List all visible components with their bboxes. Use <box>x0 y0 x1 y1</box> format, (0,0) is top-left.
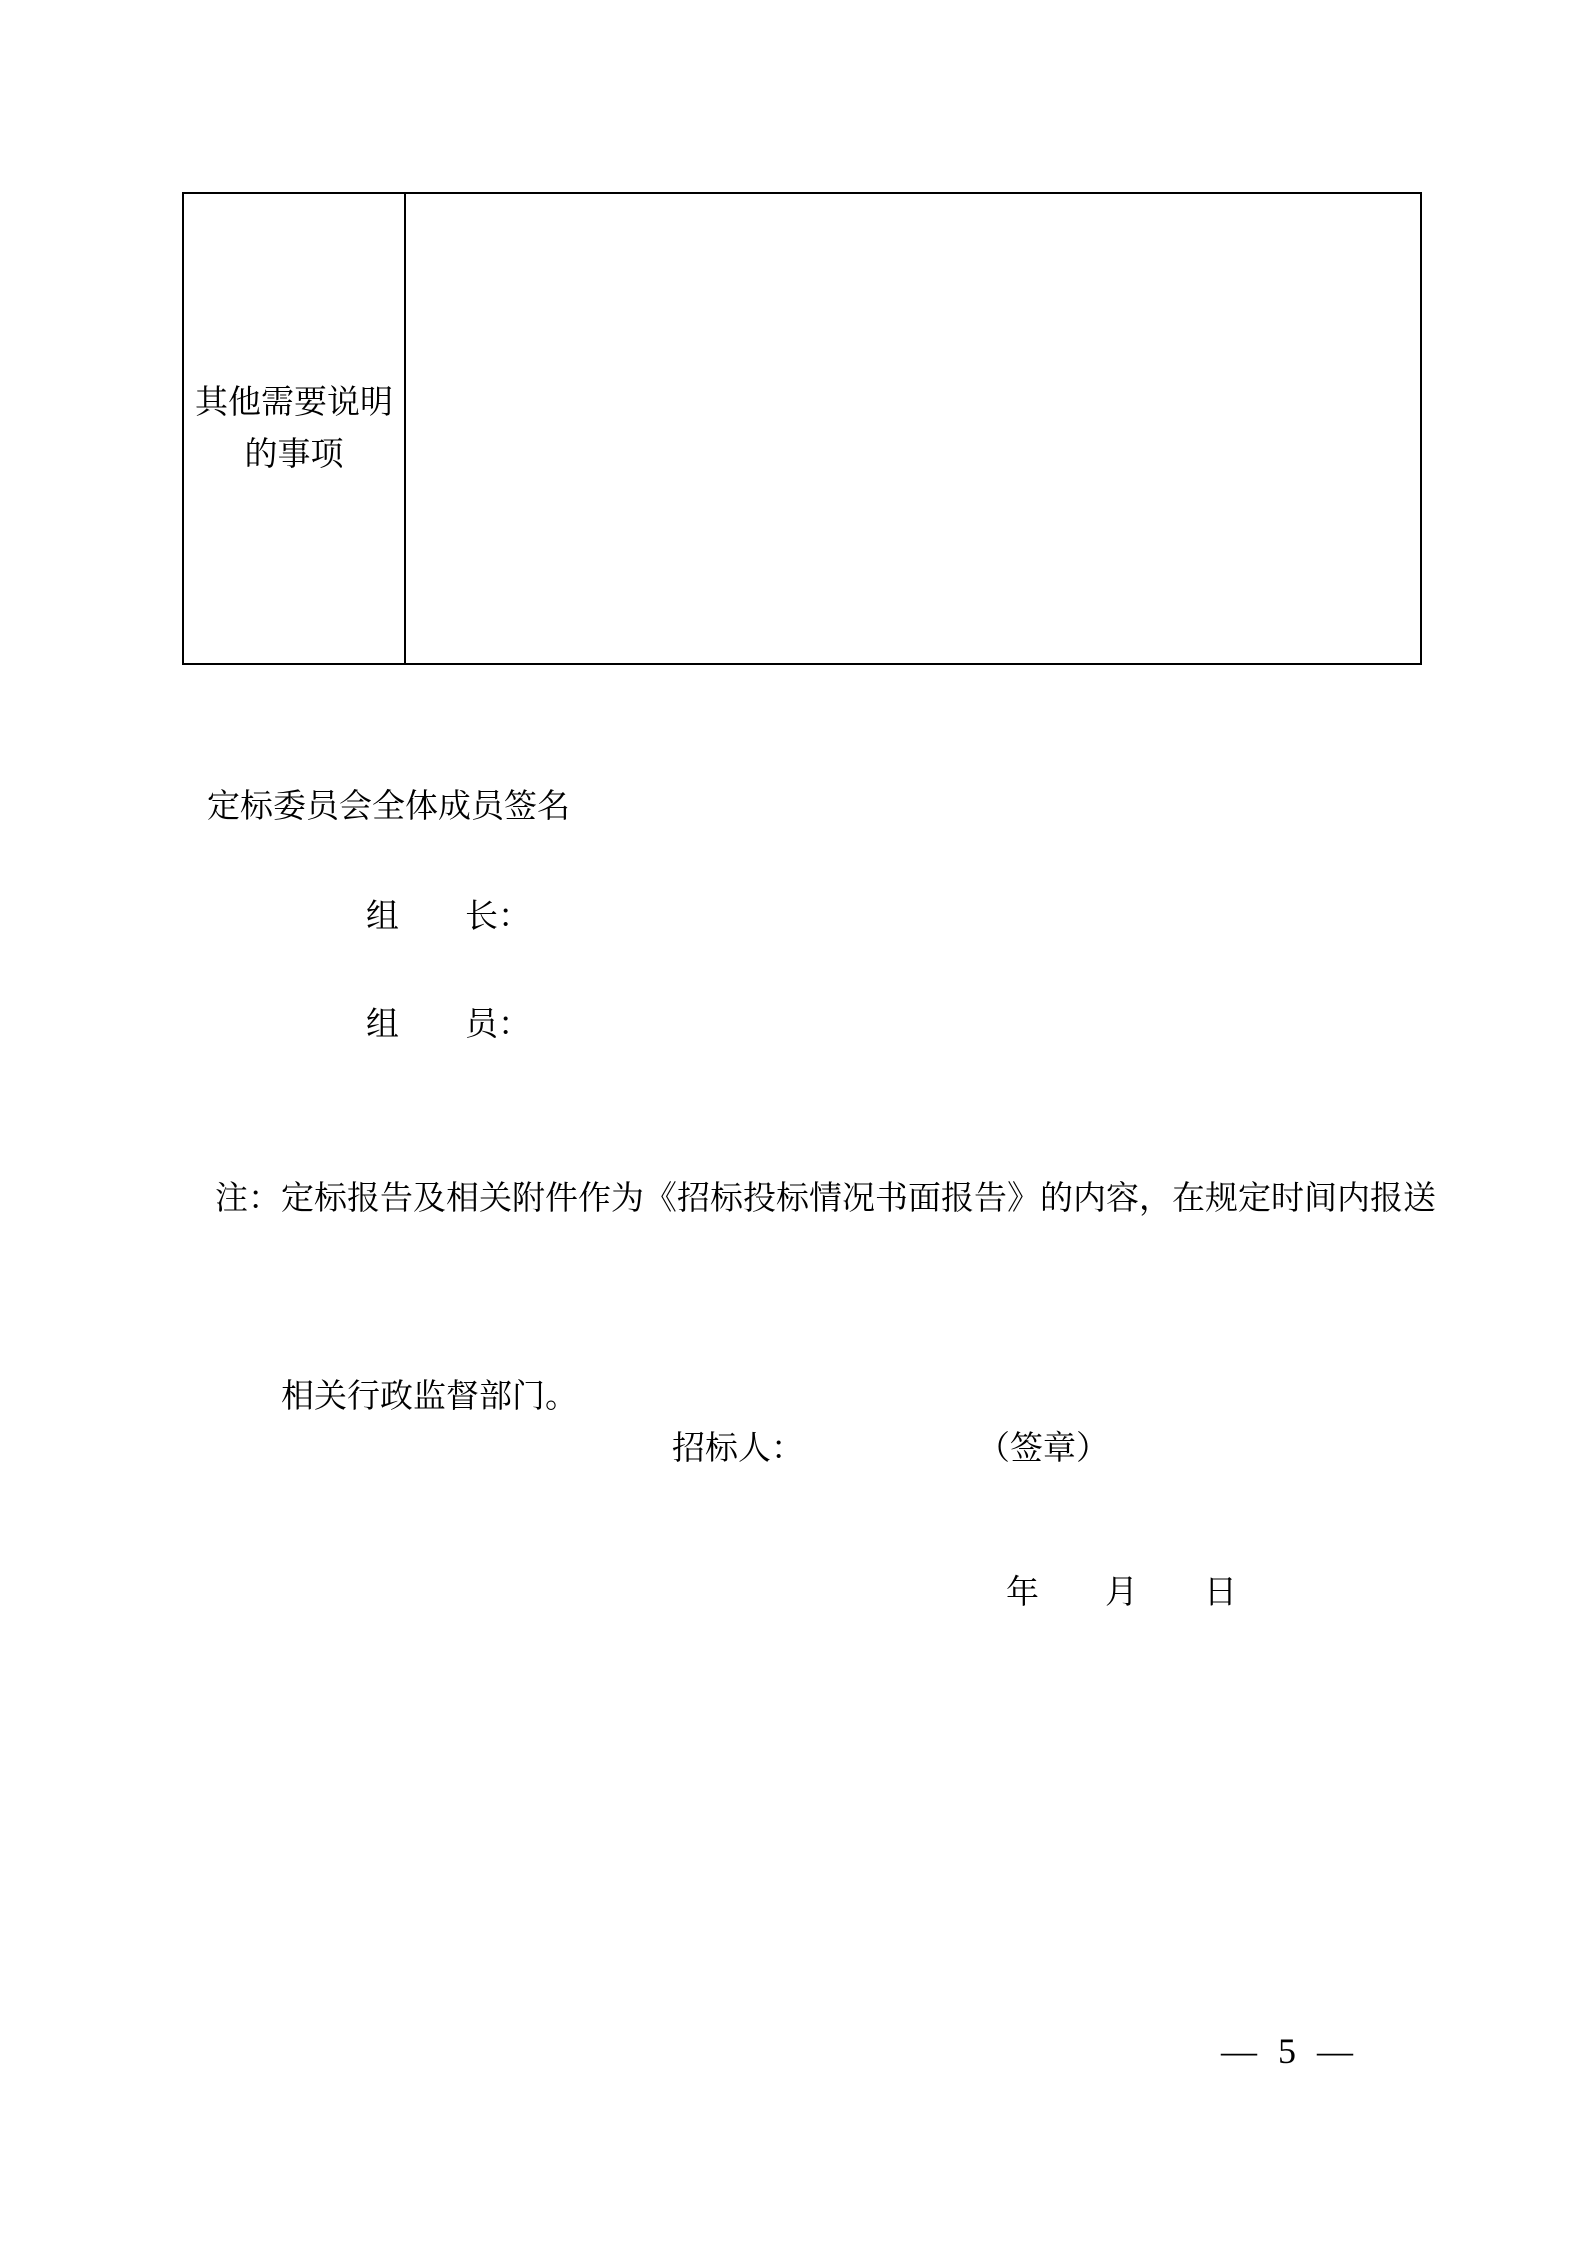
group-member-label: 组 员： <box>366 1007 531 1043</box>
table-label-cell <box>184 194 406 663</box>
date-line: 年 月 日 <box>1006 1575 1237 1611</box>
seal-label: （签章） <box>977 1431 1109 1467</box>
signature-section-title: 定标委员会全体成员签名 <box>207 789 570 825</box>
tenderer-label: 招标人： <box>672 1431 804 1467</box>
table-label-line2: 的事项 <box>244 436 344 473</box>
note-paragraph <box>215 1034 1445 1562</box>
table-value-cell <box>406 194 1420 663</box>
other-matters-table <box>182 192 1422 665</box>
page-number: — 5 — <box>1221 2031 1359 2071</box>
note-line1: 注：定标报告及相关附件作为《招标投标情况书面报告》的内容，在规定时间内报送 <box>215 1181 1436 1217</box>
table-row-label <box>195 377 393 481</box>
group-leader-label: 组 长： <box>366 899 531 935</box>
note-line2: 相关行政监督部门。 <box>281 1379 578 1415</box>
table-label-line1: 其他需要说明 <box>195 384 393 421</box>
